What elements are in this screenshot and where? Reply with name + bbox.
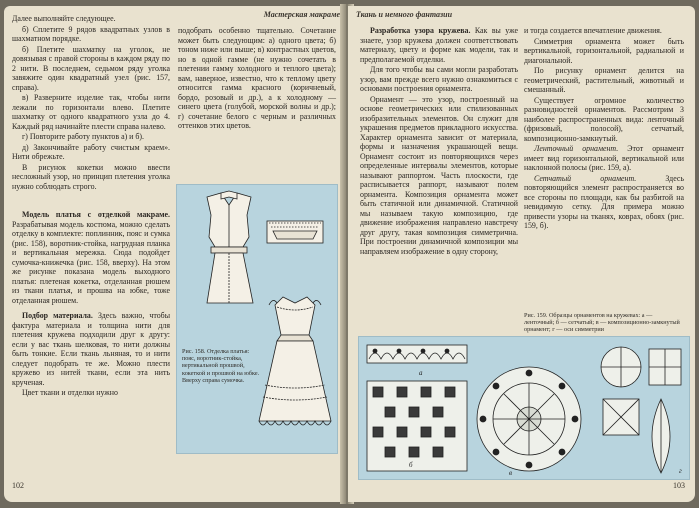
symmetry-axes (601, 347, 681, 473)
left-column-1 (12, 14, 170, 399)
paragraph: Для того чтобы вы сами могли разработать узор, вам прежде всего нужно ознакомиться с основами построения орнамента. (360, 65, 518, 93)
dress-illustration (177, 185, 337, 453)
section-paragraph (524, 144, 684, 173)
section-paragraph (12, 388, 170, 398)
label-g: г (679, 467, 682, 475)
section-text: Этот орнамент имеет вид горизонтальной, вертикальной или наклонной полосы (рис. 159, а). (524, 144, 684, 172)
section-text: Здесь повторяющийся элемент распространяется во все стороны по площади, как бы разбитой на невидимую сетку. Для примера можно привести узоры на тканях, коврах, обоях (рис. 159, б). (524, 173, 684, 230)
paragraph: Симметрия орнамента может быть вертикальной, горизонтальной, радиальной и диагональной. (524, 36, 684, 65)
section-paragraph (12, 311, 170, 387)
figure-159 (358, 336, 690, 480)
paragraph: По рисунку орнамент делится на геометрический, растительный, животный и смешанный. (524, 66, 684, 94)
paragraph: г) Повторите работу пунктов а) и б). (22, 132, 144, 141)
ornament-samples (359, 337, 689, 479)
figure-159-caption: Рис. 159. Образцы орнаментов на кружевах: а — ленточный; б — сетчатый; в — композиционно-замкнутый орнамент; г — оси симметрии (524, 312, 680, 334)
paragraph: б) Сплетите 9 рядов квадратных узлов в шахматном порядке. (12, 24, 170, 43)
paragraph: и тогда создается впечатление движения. (524, 26, 662, 35)
paragraph: Далее выполняйте следующее. (12, 14, 116, 23)
section-text: Цвет ткани и отделки нужно (22, 388, 118, 397)
paragraph: д) Закончивайте работу счистым краем». Нити обрежьте. (12, 142, 170, 161)
section-heading: Сетчатый орнамент. (534, 173, 637, 183)
figure-158 (176, 184, 338, 454)
right-column-1 (360, 26, 518, 257)
paragraph: в) Разверните изделие так, чтобы нити лежали по горизонтали влево. Плетите шахматку от одного квадратного узла до 4. Каждый ряд начинайте плести справа налево. (12, 93, 170, 131)
section-paragraph (12, 210, 170, 305)
section-heading: Ленточный орнамент. (534, 144, 619, 153)
paragraph: Орнамент — это узор, построенный на основе геометрических или стилизованных изобразительных элементов. Он служит для украшения предметов прикладного искусства. Характер орнамента зависит от материала, формы и назначения украшающей вещи. Орнамент состоит из повторяющихся через определенные интервалы элементов, которые называют раппортом. Часть плоскости, где расписывается раппорт, называют полем орнамента. Композиция орнамента может быть статичной или динамичной. Статичной мы называем такую композицию, где движение изображения направлено навстречу друг другу, такая композиция симметрична. При построении динамичной композиции мы направляем изображение в одну сторону, (360, 94, 518, 256)
band-ornament (367, 345, 467, 363)
left-folio: 102 (12, 481, 24, 490)
paragraph: Существует огромное количество разновидностей орнаментов. Рассмотрим 3 наиболее распространенных вида: ленточный (фризовый, полосой), сетчатый, композиционно-замкнутый. (524, 95, 684, 143)
radial-ornament (477, 367, 581, 471)
right-running-head: Ткань и немного фантазии (356, 10, 453, 19)
label-b: б (409, 461, 413, 469)
label-v: в (509, 469, 513, 477)
section-heading: Разработка узора кружева. (370, 26, 471, 35)
paragraph: В рисунок кокетки можно ввести несложный узор, но принцип плетения уголка нужно соблюдать строго. (12, 162, 170, 191)
paragraph: подобрать особенно тщательно. Сочетание может быть следующим: а) одного цвета; б) тоном ниже или выше; в) контрастных цветов, но в одной гамме (не нужно сочетать в плетении гамму холодного и теплого цвета); вам, наверное, известно, что к теплому цвету относится гамма красного (коричневый, бордо, розовый и др.), а к холодному — синего цвета (голубой, морской волны и др.); г) сочетание белого с черным и различных оттенков этих цветов. (178, 26, 336, 130)
left-page (4, 6, 346, 502)
section-heading: Подбор материала. (22, 311, 93, 320)
left-column-2 (178, 26, 336, 132)
figure-158-caption: Рис. 158. Отделка платья: пояс, воротник-стойка, вертикальной прошвой, кокеткой и прошвой на юбке. Вверху справа сумочка. (182, 348, 260, 384)
section-text: Как вы уже знаете, узор кружева должен соответствовать материалу, цвету и форме как модели, так и предполагаемой отделки. (360, 26, 518, 64)
section-heading: Модель платья с отделкой макраме. (22, 210, 170, 219)
section-paragraph (524, 174, 684, 231)
section-paragraph (360, 26, 518, 64)
left-running-head: Мастерская макраме (263, 10, 340, 19)
right-folio: 103 (673, 481, 685, 490)
right-page (348, 6, 695, 502)
paragraph: б) Плетите шахматку на уголок, не довязывая с правой стороны в каждом ряду по 2 нити. В последнем, седьмом ряду уголка завяжите один квадратный узел (рис. 157, справа). (12, 44, 170, 92)
net-ornament (367, 381, 467, 471)
section-text: Здесь важно, чтобы фактура материала и толщина нити для плетения кружева подходили друг к другу: если у вас ткань шелковая, то нити должны быть тонкие. Если ткань льняная, то и нити следует подобрать те же. Можно плести кружево из нитей ткани, если эта нить крученая. (12, 311, 170, 387)
section-text: Разрабатывая модель костюма, можно сделать отделку в комплекте: поплинник, пояс и сумка (рис. 158), воротник-стойка, нагрудная планка и вертикальная мережка. Сюда подойдет сумочка-книжечка (рис. 158, вверху). На этом же рисунке показана модель выходного платья: плетеная кокетка, отделанная рюшем из ткани платья, и прошва на юбке, тоже отделанная рюшем. (12, 219, 170, 305)
label-a: а (419, 369, 423, 377)
right-column-2 (524, 26, 684, 232)
